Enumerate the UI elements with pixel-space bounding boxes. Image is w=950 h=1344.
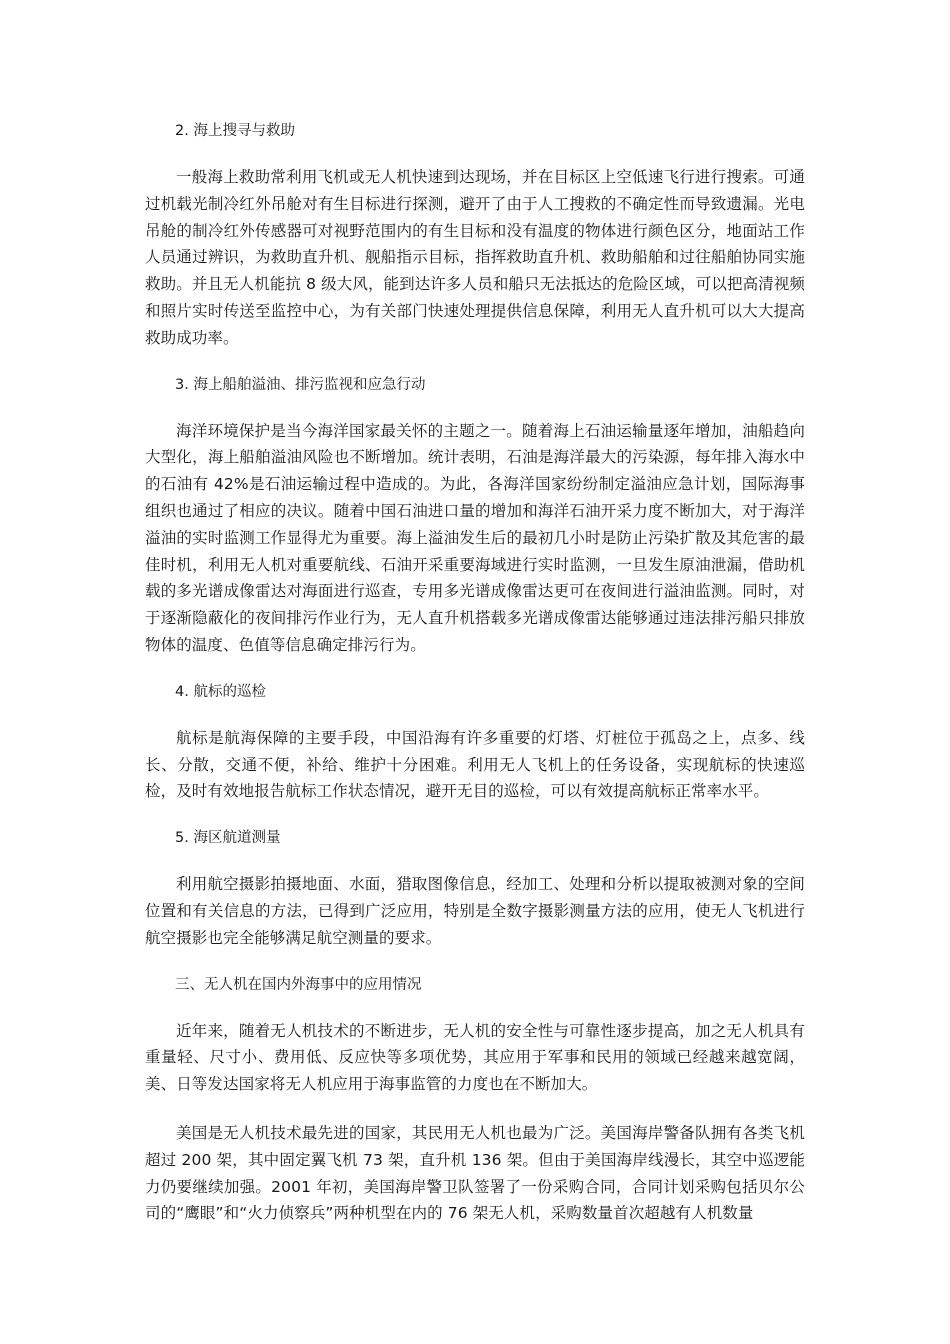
section-heading: 5. 海区航道测量 [175,830,281,847]
section-heading: 3. 海上船舶溢油、排污监视和应急行动 [175,376,426,393]
section-navigation-mark-inspection [145,681,805,805]
document-page [145,120,805,1249]
paragraph: 美国是无人机技术最先进的国家，其民用无人机也最为广泛。美国海岸警备队拥有各类飞机超过 200 架，其中固定翼飞机 73 架，直升机 136 架。但由于美国海岸线漫长，其空中巡逻能力仍要继续加强。2001 年初，美国海岸警卫队签署了一份采购合同，合同计划采购包括贝尔公司的“鹰眼”和“火力侦察兵”两种机型在内的 76 架无人机，采购数量首次超越有人机数量 [145,1123,805,1223]
paragraph: 一般海上救助常利用飞机或无人机快速到达现场，并在目标区上空低速飞行进行搜索。可通过机载光制冷红外吊舱对有生目标进行探测，避开了由于人工搜救的不确定性而导致遗漏。光电吊舱的制冷红外传感器可对视野范围内的有生目标和没有温度的物体进行颜色区分，地面站工作人员通过辨识，为救助直升机、舰船指示目标，指挥救助直升机、救助船舶和过往船舶协同实施救助。并且无人机能抗 8 级大风，能到达许多人员和船只无法抵达的危险区域，可以把高清视频和照片实时传送至监控中心，为有关部门快速处理提供信息保障，利用无人直升机可以大大提高救助成功率。 [145,168,805,347]
section-heading: 三、无人机在国内外海事中的应用情况 [175,976,422,993]
section-search-rescue [145,120,805,352]
section-domestic-foreign-applications [145,974,805,1228]
section-heading: 2. 海上搜寻与救助 [175,123,295,139]
paragraph: 利用航空摄影拍摄地面、水面，猎取图像信息，经加工、处理和分析以提取被测对象的空间位置和有关信息的方法，已得到广泛应用，特别是全数字摄影测量方法的应用，使无人飞机进行航空摄影也完全能够满足航空测量的要求。 [145,875,805,947]
paragraph: 海洋环境保护是当今海洋国家最关怀的主题之一。随着海上石油运输量逐年增加，油船趋向大型化，海上船舶溢油风险也不断增加。统计表明，石油是海洋最大的污染源，每年排入海水中的石油有 42%是石油运输过程中造成的。为此，各海洋国家纷纷制定溢油应急计划，国际海事组织也通过了相应的决议。随着中国石油进口量的增加和海洋石油开采力度不断加大，对于海洋溢油的实时监测工作显得尤为重要。海上溢油发生后的最初几小时是防止污染扩散及其危害的最佳时机，利用无人机对重要航线、石油开采重要海域进行实时监测，一旦发生原油泄漏，借助机载的多光谱成像雷达对海面进行巡查，专用多光谱成像雷达更可在夜间进行溢油监测。同时，对于逐渐隐蔽化的夜间排污作业行为，无人直升机搭载多光谱成像雷达能够通过违法排污船只排放物体的温度、色值等信息确定排污行为。 [145,421,805,654]
paragraph: 航标是航海保障的主要手段，中国沿海有许多重要的灯塔、灯桩位于孤岛之上，点多、线长、分散，交通不便，补给、维护十分困难。利用无人飞机上的任务设备，实现航标的快速巡检，及时有效地报告航标工作状态情况，避开无目的巡检，可以有效提高航标正常率水平。 [145,728,805,801]
section-channel-survey [145,827,805,951]
section-heading: 4. 航标的巡检 [175,683,266,700]
section-oil-spill-monitoring [145,374,805,659]
paragraph: 近年来，随着无人机技术的不断进步，无人机的安全性与可靠性逐步提高，加之无人机具有重量轻、尺寸小、费用低、反应快等多项优势，其应用于军事和民用的领域已经越来越宽阔，美、日等发达国家将无人机应用于海事监管的力度也在不断加大。 [145,1021,805,1094]
